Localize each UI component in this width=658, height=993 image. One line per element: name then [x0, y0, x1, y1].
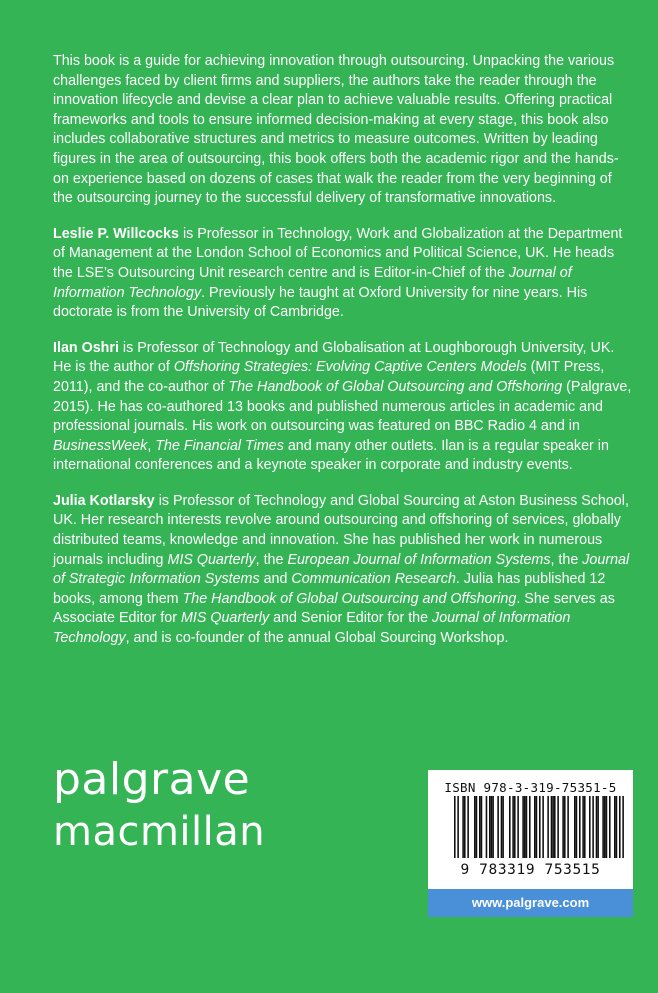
barcode-bar: [552, 796, 554, 858]
journal-title: MIS Quarterly: [180, 610, 270, 627]
bio-text: . Julia has published 12 books, among them: [53, 571, 606, 607]
barcode-bar: [582, 796, 584, 858]
back-cover-text: [53, 52, 633, 665]
journal-title: Journal of Strategic Information Systems: [53, 551, 630, 588]
author-name: Julia Kotlarsky: [53, 492, 155, 509]
barcode-bar: [616, 796, 618, 858]
barcode-bar: [526, 796, 528, 858]
barcode-bar: [467, 796, 469, 858]
publication-title: The Financial Times: [155, 437, 284, 454]
barcode-bar: [462, 796, 464, 858]
barcode-bar: [551, 796, 553, 858]
bio-text: . Previously he taught at Oxford University for nine years. His doctorate is from the University of Cambridge.: [53, 284, 588, 321]
barcode-bar: [584, 796, 586, 858]
book-title: The Handbook of Global Outsourcing and Offshoring: [228, 378, 563, 395]
barcode-bar: [614, 796, 616, 858]
barcode-bar: [522, 796, 524, 858]
barcode-bar: [481, 796, 483, 858]
author-name: Ilan Oshri: [53, 339, 119, 356]
barcode-bar: [491, 796, 493, 858]
barcode-bar: [476, 796, 478, 858]
barcode-digits: 9 783319 753515: [460, 862, 601, 878]
barcode-bar: [592, 796, 594, 858]
journal-title: European Journal of Information Systems: [287, 551, 551, 568]
publication-title: BusinessWeek: [53, 437, 148, 454]
author-bio-oshri: [53, 339, 633, 476]
barcode-bar: [604, 796, 606, 858]
barcode-bar: [606, 796, 608, 858]
bio-text: (MIT Press, 2011), and the co-author of: [53, 359, 605, 395]
barcode-bar: [509, 796, 511, 858]
barcode-bar: [454, 796, 456, 858]
barcode-bar: [501, 796, 503, 858]
logo-line-palgrave: palgrave: [53, 754, 251, 805]
bio-text: (Palgrave, 2015). He has co-authored 13 books and published numerous articles in academic and professional journals. His work on outsourcing was featured on BBC Radio 4 and in: [53, 378, 632, 435]
book-title: The Handbook of Global Outsourcing and Offshoring: [182, 590, 517, 607]
bio-text: . She serves as Associate Editor for: [53, 590, 615, 627]
barcode-bar: [589, 796, 591, 858]
book-blurb: This book is a guide for achieving innovation through outsourcing. Unpacking the various challenges faced by client firms and suppliers, the authors take the reader through the innovation lifecycle and devise a clear plan to achieve valuable results. Offering practical frameworks and tools to ensure informed decision-making at every stage, this book also includes collaborative structures and metrics to measure outcomes. Written by leading figures in the area of outsourcing, this book offers both the academic rigor and the hands-on experience based on dozens of cases that walk the reader from the very beginning of the outsourcing journey to the successful delivery of transformative innovations.: [53, 53, 619, 207]
bio-text: is Professor in Technology, Work and Globalization at the Department of Management at the London School of Economics and Political Science, UK. He heads the LSE’s Outsourcing Unit research centre and is Editor-in-Chief of the: [53, 225, 623, 281]
bio-text: is Professor of Technology and Global Sourcing at Aston Business School, UK. Her research interests revolve around outsourcing and offshoring of services, globally distributed teams, knowledge and innovation. She has published her work in numerous journals including: [53, 492, 629, 568]
bio-text: and Senior Editor for the: [269, 610, 433, 627]
barcode-bar: [564, 796, 566, 858]
journal-title: Journal of Information Technology: [53, 610, 571, 647]
barcode-bar: [554, 796, 556, 858]
author-bio-kotlarsky: [53, 492, 633, 649]
barcode-bar: [596, 796, 598, 858]
book-title: Offshoring Strategies: Evolving Captive Centers Models: [173, 359, 527, 376]
bio-text: , and is co-founder of the annual Global Sourcing Workshop.: [125, 630, 509, 647]
journal-title: Communication Research: [291, 571, 456, 588]
barcode-bar: [574, 796, 576, 858]
bio-text: , the: [550, 551, 583, 568]
barcode-bar: [529, 796, 531, 858]
barcode-bar: [619, 796, 621, 858]
isbn-label: ISBN 978-3-319-75351-5: [444, 780, 617, 795]
journal-title: MIS Quarterly: [167, 551, 256, 568]
journal-title: Journal of Information Technology: [53, 264, 572, 301]
barcode-bar: [474, 796, 476, 858]
barcode-bar: [497, 796, 499, 858]
barcode-bar: [457, 796, 459, 858]
barcode-bar: [514, 796, 516, 858]
barcode-bar: [479, 796, 481, 858]
barcode-bar: [502, 796, 504, 858]
barcode-bar: [517, 796, 519, 858]
barcode-bar: [597, 796, 599, 858]
barcode-bar: [464, 796, 466, 858]
bio-text: and: [259, 571, 292, 588]
bio-text: is Professor of Technology and Globalisation at Loughborough University, UK. He is the author of: [53, 339, 615, 376]
barcode-bar: [622, 796, 624, 858]
publisher-logo: [53, 754, 313, 855]
publisher-url[interactable]: www.palgrave.com: [428, 889, 633, 917]
barcode-bar: [512, 796, 514, 858]
author-name: Leslie P. Willcocks: [53, 225, 179, 242]
barcode-bar: [539, 796, 541, 858]
author-bio-willcocks: [53, 225, 633, 323]
barcode-bar: [534, 796, 536, 858]
barcode-graphic: [454, 796, 624, 858]
barcode-bar: [557, 796, 559, 858]
logo-line-macmillan: macmillan: [53, 809, 266, 855]
barcode-bar: [609, 796, 611, 858]
barcode-panel: [428, 770, 633, 917]
barcode-bar: [492, 796, 494, 858]
bio-text: and many other outlets. Ilan is a regular speaker in international conferences and a keynote speaker in corporate and industry events.: [53, 437, 609, 474]
bio-text: ,: [147, 437, 156, 454]
barcode-bar: [542, 796, 544, 858]
barcode-bar: [567, 796, 569, 858]
barcode-bar: [536, 796, 538, 858]
barcode-bar: [547, 796, 549, 858]
barcode-bar: [489, 796, 491, 858]
barcode-bar: [562, 796, 564, 858]
barcode-bar: [486, 796, 488, 858]
barcode-bar: [576, 796, 578, 858]
bio-text: , the: [255, 551, 288, 568]
barcode-bar: [602, 796, 604, 858]
barcode-bar: [524, 796, 526, 858]
barcode-bar: [579, 796, 581, 858]
